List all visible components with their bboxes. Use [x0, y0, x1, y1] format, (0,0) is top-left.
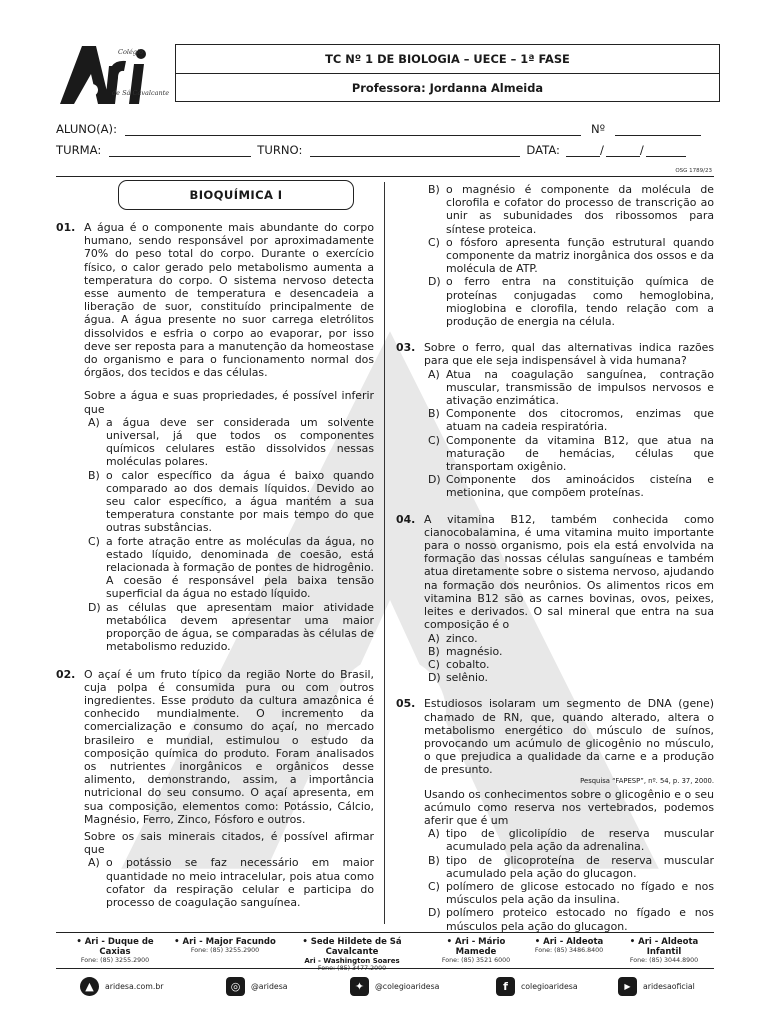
alternative-letter: A) [428, 827, 440, 841]
alternative-d[interactable] [424, 906, 714, 932]
alternative-letter: C) [428, 433, 440, 447]
question-text: A água é o componente mais abundante do corpo humano, sendo responsável por aproximadamente 70% do peso total do corpo. Durante o exercício físico, o calor gerado pelo metabolismo aumenta a temperatura do corpo. O sistema nervoso detecta esse aumento de temperatura e desencadeia a liberação de suor, constituído principalmente de água. A água presente no suor carrega eletrólitos dissolvidos e esfria o corpo ao evaporar, por isso deve ser reposta para a manutenção da homeostase do organismo e para o funcionamento normal dos órgãos, dos tecidos e das células. [84, 221, 374, 380]
alternative-letter: A) [88, 856, 100, 870]
logo-colegio-text: Colégio [118, 48, 143, 56]
alternative-text: cobalto. [446, 657, 490, 671]
alternative-b[interactable] [84, 469, 374, 535]
class-row [56, 143, 686, 157]
alternative-c[interactable] [424, 658, 714, 671]
unit-aldeota-infantil [612, 937, 716, 965]
aluno-label: ALUNO(A): [56, 122, 117, 136]
right-column [396, 183, 714, 933]
unit-aldeota [528, 937, 610, 955]
alternative-letter: D) [88, 600, 101, 614]
question-number: 03. [396, 341, 416, 355]
instagram-link[interactable] [226, 977, 288, 996]
unit-phone: Fone: (85) 3477.2000 [317, 965, 387, 972]
alternative-a[interactable] [424, 368, 714, 408]
twitter-link[interactable] [350, 977, 439, 996]
footer-divider-bottom [56, 968, 714, 969]
question-01 [56, 221, 374, 654]
social-text: aridesa.com.br [105, 982, 164, 991]
twitter-icon: ✦ [350, 977, 369, 996]
data-label: DATA: [526, 143, 560, 157]
month-field[interactable] [606, 144, 640, 157]
question-02-continued [396, 183, 714, 328]
ari-logo-icon: ▲ [80, 977, 99, 996]
alternative-c[interactable] [424, 434, 714, 474]
alternative-c[interactable] [424, 880, 714, 906]
alternative-d[interactable] [424, 473, 714, 499]
alternative-c[interactable] [424, 236, 714, 276]
alternative-letter: B) [428, 183, 440, 196]
unit-name: • Ari - Mário Mamede [446, 937, 506, 957]
alternative-text: polímero de glicose estocado no fígado e nos músculos pela ação da insulina. [446, 879, 714, 907]
social-text: @colegioaridesa [375, 982, 440, 991]
aluno-field[interactable] [125, 123, 581, 136]
alternative-letter: C) [428, 879, 440, 893]
alternative-letter: D) [428, 906, 441, 920]
unit-name-secondary: Ari - Washington Soares [304, 957, 400, 965]
alternative-text: Atua na coagulação sanguínea, contração muscular, transmissão de impulsos nervosos e ativação enzimática. [446, 367, 714, 408]
title-box [175, 44, 720, 102]
alternative-letter: B) [428, 407, 440, 421]
alternative-letter: D) [428, 275, 441, 289]
alternative-letter: D) [428, 473, 441, 487]
question-05 [396, 697, 714, 932]
alternative-letter: A) [428, 367, 440, 381]
alternative-b[interactable] [424, 645, 714, 658]
source-citation: Pesquisa “FAPESP”, nº. 54, p. 37, 2000. [580, 776, 714, 785]
alternative-letter: B) [428, 853, 440, 867]
alternative-text: magnésio. [446, 644, 503, 658]
alternative-letter: C) [88, 534, 100, 548]
website-link[interactable] [80, 977, 164, 996]
day-field[interactable] [566, 144, 600, 157]
instagram-icon: ◎ [226, 977, 245, 996]
facebook-link[interactable] [496, 977, 578, 996]
date-slash: / [639, 143, 644, 157]
question-02 [56, 668, 374, 910]
alternative-a[interactable] [84, 416, 374, 469]
osg-code: OSG 1789/23 [675, 168, 712, 174]
alternative-text: a forte atração entre as moléculas da água, no estado líquido, denominada de coesão, está relacionada à formação de pontes de hidrogênio. A coesão é responsável pela baixa tensão superficial da água no estado líquido. [106, 534, 374, 601]
alternative-letter: B) [88, 468, 100, 482]
alternative-b[interactable] [424, 407, 714, 433]
social-text: colegioaridesa [521, 982, 578, 991]
alternative-text: selênio. [446, 671, 488, 685]
unit-major-facundo [172, 937, 278, 955]
alternative-letter: B) [428, 644, 440, 658]
alternative-letter: C) [428, 657, 440, 671]
section-title: BIOQUÍMICA I [118, 180, 354, 210]
teacher-name: Professora: Jordanna Almeida [176, 73, 719, 102]
question-number: 04. [396, 512, 416, 526]
question-text: A vitamina B12, também conhecida como cianocobalamina, é uma vitamina muito importante para o nosso organismo, pois ela está envolvida na formação das nossas células sanguíneas e também atua diretamente sobre o sistema nervoso, ajudando na formação dos neurônios. Os alimentos ricos em vitamina B12 são as carnes bovinas, ovos, peixes, leites e derivados. O sal mineral que entra na sua composição é o [424, 512, 714, 632]
facebook-icon: f [496, 977, 515, 996]
alternative-d[interactable] [424, 671, 714, 684]
unit-phone: Fone: (85) 3486.8400 [534, 947, 604, 954]
unit-name: • Ari - Duque de Caxias [76, 937, 154, 957]
alternative-text: tipo de glicolipídio de reserva muscular acumulado pela ação da adrenalina. [446, 827, 714, 854]
alternative-letter: A) [428, 631, 440, 645]
alternative-text: o ferro entra na constituição química de proteínas conjugadas como hemoglobina, mioglobina e clorofila, tendo relação com a produção de energia na célula. [446, 275, 714, 329]
alternative-text: o potássio se faz necessário em maior quantidade no meio intracelular, pois atua como cofator da respiração celular e participa do processo de coagulação sanguínea. [106, 856, 374, 909]
question-04 [396, 513, 714, 685]
alternative-text: o fósforo apresenta função estrutural quando componente da matriz inorgânica dos ossos e da molécula de ATP. [446, 235, 714, 276]
alternative-d[interactable] [424, 275, 714, 328]
social-text: aridesaoficial [643, 982, 695, 991]
question-text: Sobre o ferro, qual das alternativas indica razões para que ele seja indispensável à vida humana? [424, 341, 714, 368]
alternative-text: o magnésio é componente da molécula de clorofila e cofator do processo de transcrição ao unir as subunidades dos ribossomos para síntese proteica. [446, 183, 714, 236]
alternative-text: Componente dos citocromos, enzimas que atuam na cadeia respiratória. [446, 407, 714, 434]
question-prompt: Sobre os sais minerais citados, é possível afirmar que [84, 829, 374, 857]
alternative-text: Componente da vitamina B12, que atua na maturação de hemácias, células que transportam oxigênio. [446, 433, 714, 474]
alternative-b[interactable] [424, 854, 714, 880]
year-field[interactable] [646, 144, 686, 157]
youtube-icon: ▶ [618, 977, 637, 996]
alternative-text: zinco. [446, 631, 478, 645]
unit-phone: Fone: (85) 3044.8900 [629, 957, 699, 964]
turma-field[interactable] [109, 144, 251, 157]
alternative-a[interactable] [424, 632, 714, 645]
exam-title: TC Nº 1 DE BIOLOGIA – UECE – 1ª FASE [325, 52, 570, 66]
unit-phone: Fone: (85) 3255.2900 [190, 947, 260, 954]
column-divider [384, 182, 385, 924]
alternative-a[interactable] [84, 856, 374, 909]
student-row [56, 122, 701, 136]
unit-phone: Fone: (85) 3521 6000 [441, 957, 511, 964]
footer-divider-top [56, 932, 714, 933]
unit-name: • Ari - Aldeota Infantil [629, 937, 699, 957]
alternative-b[interactable] [424, 183, 714, 236]
unit-name: • Ari - Major Facundo [174, 937, 276, 947]
logo-subtitle-text: de Sá Cavalcante [112, 89, 170, 97]
question-03 [396, 341, 714, 499]
turno-field[interactable] [310, 144, 520, 157]
alternative-c[interactable] [84, 535, 374, 601]
alternative-a[interactable] [424, 827, 714, 853]
question-prompt: Usando os conhecimentos sobre o glicogênio e o seu acúmulo como reserva nos vertebrados, podemos aferir que é um [424, 787, 714, 827]
alternative-text: polímero proteico estocado no fígado e nos músculos pela ação do glucagon. [446, 906, 714, 933]
alternative-text: tipo de glicoproteína de reserva muscular acumulado pela ação do glucagon. [446, 853, 714, 880]
alternative-d[interactable] [84, 601, 374, 654]
numero-label: Nº [590, 122, 606, 136]
question-text: Estudiosos isolaram um segmento de DNA (gene) chamado de RN, que, quando alterado, altera o metabolismo energético do músculo de suínos, provocando um acúmulo de glicogênio no músculo, o que prejudica a qualidade da carne e a produção de presunto. [424, 697, 714, 777]
alternative-letter: C) [428, 235, 440, 249]
unit-name: • Ari - Aldeota [534, 937, 604, 947]
header-divider [56, 176, 714, 177]
numero-field[interactable] [615, 123, 701, 136]
question-text: O açaí é um fruto típico da região Norte do Brasil, cuja polpa é consumida pura ou com outros ingredientes. Esse produto da cultura amazônica é conhecido mundialmente. O incremento da comercialização e consumo do açaí, no mercado brasileiro e mundial, estimulou o estudo da composição química do produto. Foram analisados os nutrientes inorgânicos e orgânicos desse alimento, demonstrando, assim, a importância nutricional do seu consumo. O açaí apresenta, em sua composição, elementos como: Potássio, Cálcio, Magnésio, Ferro, Zinco, Fósforo e outros. [84, 667, 374, 826]
alternative-letter: D) [428, 671, 441, 685]
alternative-text: as células que apresentam maior atividade metabólica devem apresentar uma maior proporção de água, se comparadas às células de metabolismo reduzido. [106, 600, 374, 654]
alternative-letter: A) [88, 415, 100, 429]
question-number: 05. [396, 697, 416, 711]
date-slash: / [599, 143, 604, 157]
question-number: 02. [56, 667, 76, 681]
alternative-text: a água deve ser considerada um solvente universal, já que todos os componentes químicos celulares estão dissolvidos nessas moléculas polares. [106, 415, 374, 469]
unit-mario-mamede [426, 937, 526, 965]
unit-name: • Sede Hildete de Sá Cavalcante [302, 937, 402, 957]
turma-label: TURMA: [56, 143, 102, 157]
left-column [56, 221, 374, 909]
unit-duque-de-caxias [60, 937, 170, 965]
alternative-text: Componente dos aminoácidos cisteína e metionina, que compõem proteínas. [446, 473, 714, 500]
question-number: 01. [56, 221, 76, 234]
turno-label: TURNO: [257, 143, 303, 157]
social-text: @aridesa [251, 982, 288, 991]
question-prompt: Sobre a água e suas propriedades, é possível inferir que [84, 389, 374, 416]
unit-phone: Fone: (85) 3255.2900 [80, 957, 150, 964]
alternative-text: o calor específico da água é baixo quando comparado ao dos demais líquidos. Devido ao seu calor específico, a água mantém a sua temperatura constante por mais tempo do que outras substâncias. [106, 468, 374, 535]
youtube-link[interactable] [618, 977, 695, 996]
